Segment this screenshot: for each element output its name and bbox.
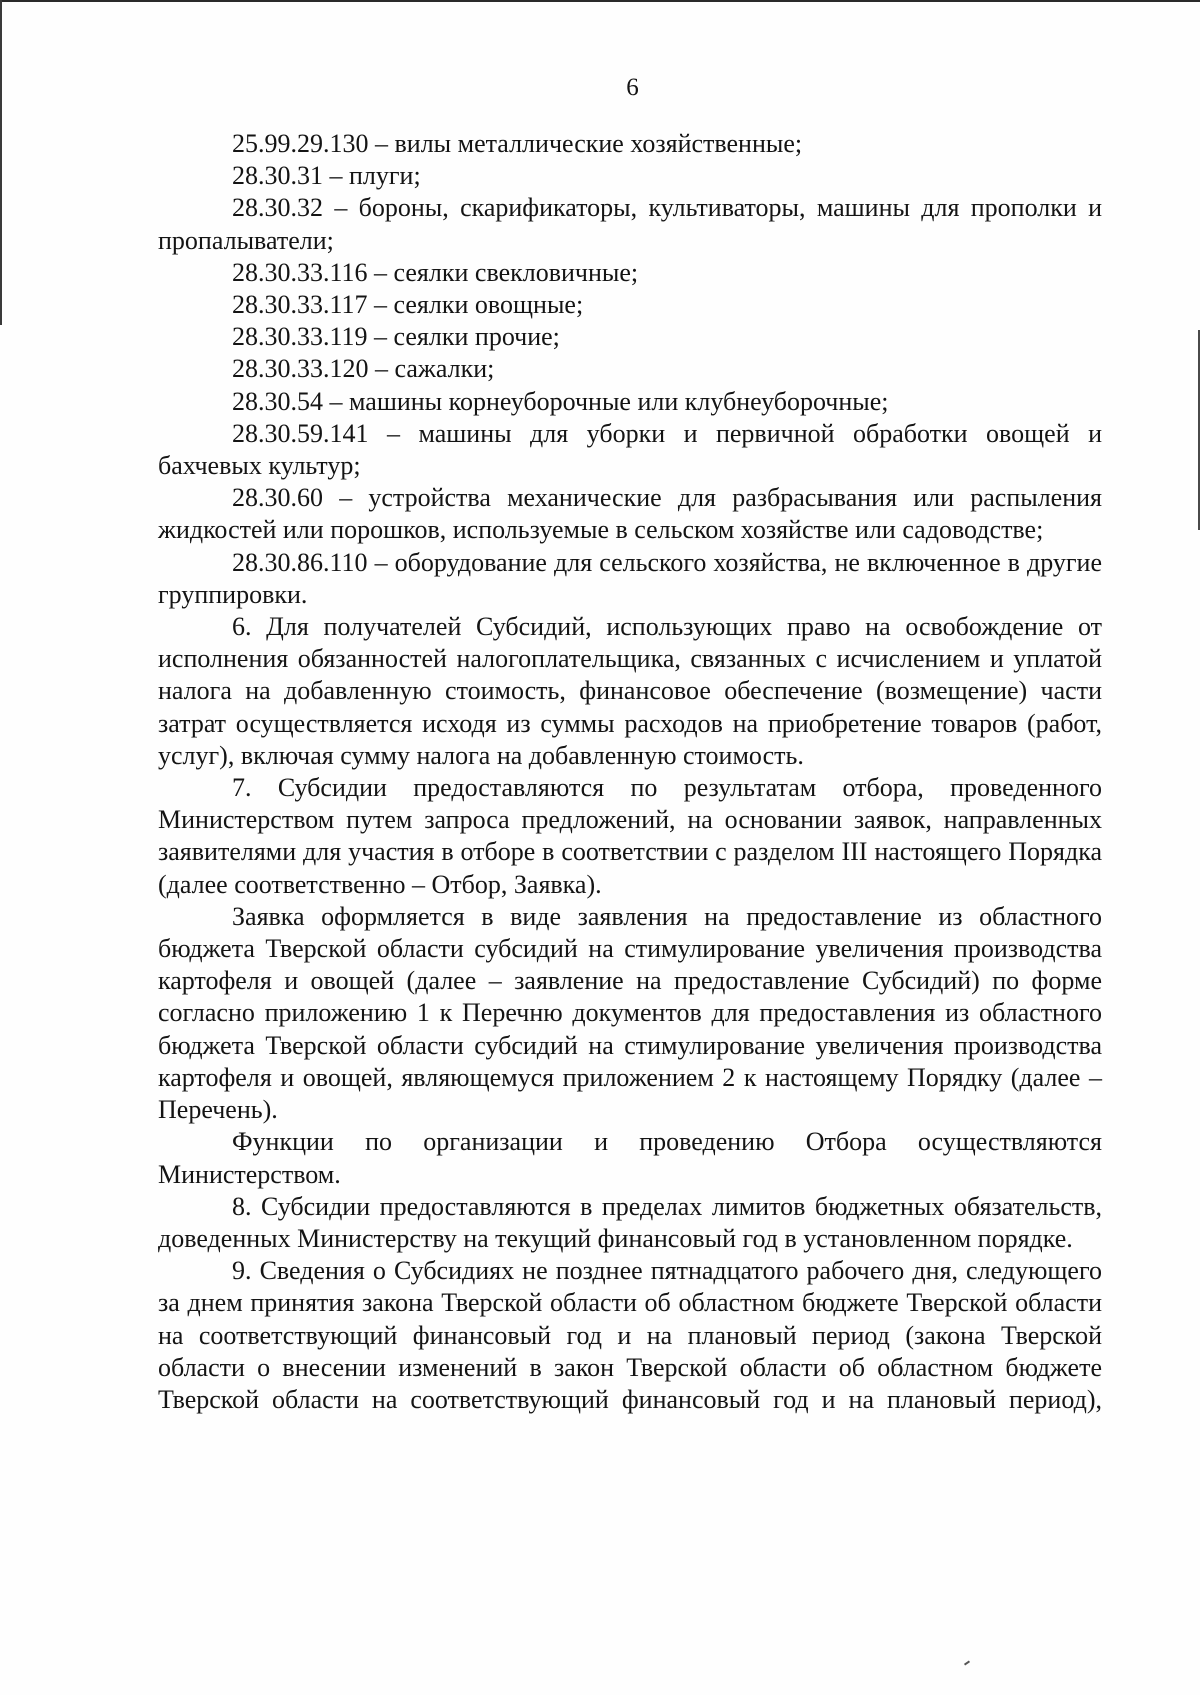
paragraph: 28.30.60 – устройства механические для разбрасывания или распыления жидкостей или порошков, используемые в сельском хозяйстве или садоводстве;: [158, 483, 1102, 545]
paragraph: 28.30.33.116 – сеялки свекловичные;: [232, 257, 639, 287]
paragraph: 28.30.32 – бороны, скарификаторы, культиваторы, машины для прополки и пропалыватели;: [158, 193, 1102, 255]
page-number: 6: [626, 74, 639, 101]
paragraph: 25.99.29.130 – вилы металлические хозяйственные;: [232, 129, 803, 158]
scan-edge-left: [0, 0, 2, 325]
paragraph: 28.30.33.117 – сеялки овощные;: [232, 290, 584, 320]
paragraph: 28.30.59.141 – машины для уборки и первичной обработки овощей и бахчевых культур;: [158, 418, 1102, 481]
paragraph: 28.30.54 – машины корнеуборочные или клубнеуборочные;: [232, 386, 889, 416]
paragraph: Функции по организации и проведению Отбора осуществляются Министерством.: [158, 1127, 1102, 1189]
scan-edge-top: [0, 0, 1200, 2]
paragraph: 7. Субсидии предоставляются по результатам отбора, проведенного Министерством путем запроса предложений, на основании заявок, направленных заявителями для участия в отборе в соответствии с разделом III настоящего Порядка (далее соответственно – Отбор, Заявка).: [158, 773, 1102, 899]
paragraph: Заявка оформляется в виде заявления на предоставление из областного бюджета Тверской области субсидий на стимулирование увеличения производства картофеля и овощей (далее – заявление на предоставление Субсидий) по форме согласно приложению 1 к Перечню документов для предоставления из областного бюджета Тверской области субсидий на стимулирование увеличения производства картофеля и овощей, являющемуся приложением 2 к настоящему Порядку (далее – Перечень).: [158, 901, 1102, 1125]
paragraph: 28.30.31 – плуги;: [232, 161, 421, 191]
paragraph: 28.30.33.120 – сажалки;: [232, 354, 495, 384]
paragraph: 28.30.86.110 – оборудование для сельского хозяйства, не включенное в другие группировки.: [158, 547, 1102, 609]
paragraph: 28.30.33.119 – сеялки прочие;: [232, 322, 560, 352]
document-body: [158, 128, 1102, 1416]
paragraph: 9. Сведения о Субсидиях не позднее пятнадцатого рабочего дня, следующего за днем принятия закона Тверской области об областном бюджете Тверской области на соответствующий финансовый год и на плановый период (закона Тверской области о внесении изменений в закон Тверской области об областном бюджете Тверской области на соответствующий финансовый год и на плановый период),: [158, 1256, 1102, 1414]
scan-speck: [964, 1660, 970, 1665]
paragraph: 8. Субсидии предоставляются в пределах лимитов бюджетных обязательств, доведенных Министерству на текущий финансовый год в установленном порядке.: [158, 1191, 1102, 1253]
paragraph: 6. Для получателей Субсидий, использующих право на освобождение от исполнения обязанностей налогоплательщика, связанных с исчислением и уплатой налога на добавленную стоимость, финансовое обеспечение (возмещение) части затрат осуществляется исходя из суммы расходов на приобретение товаров (работ, услуг), включая сумму налога на добавленную стоимость.: [158, 612, 1102, 770]
